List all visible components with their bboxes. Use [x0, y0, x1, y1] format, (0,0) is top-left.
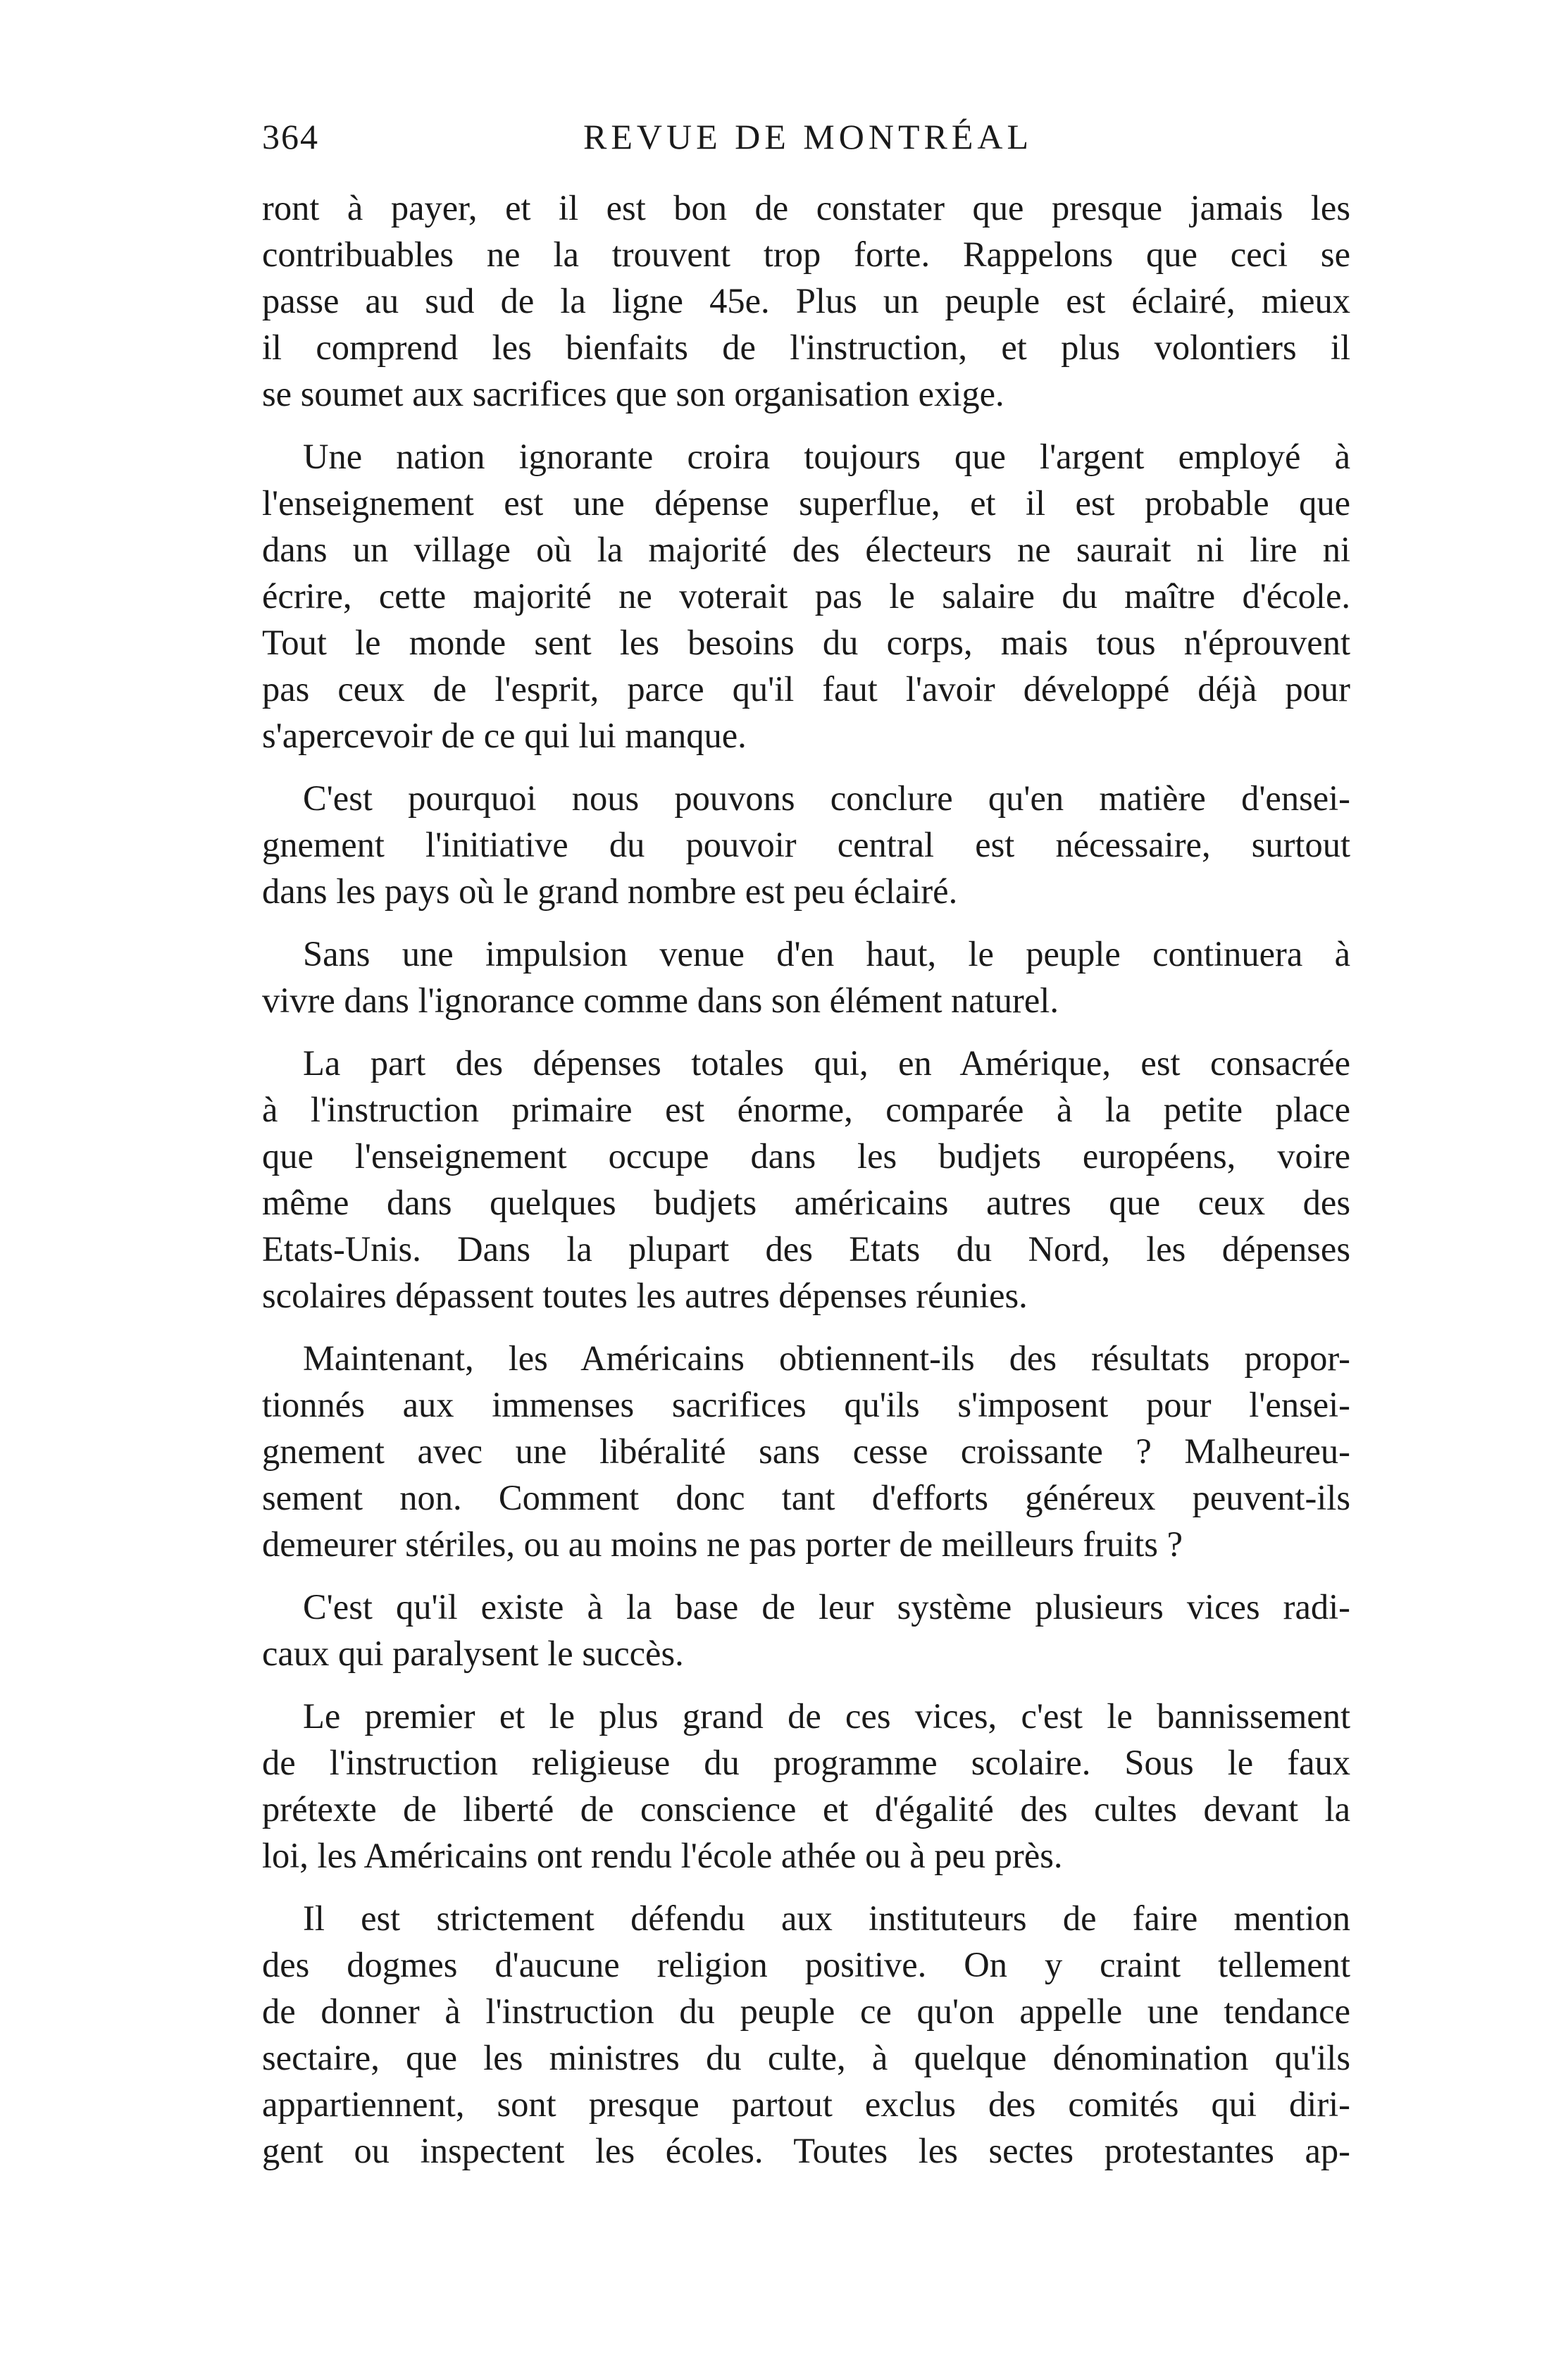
text-line: que l'enseignement occupe dans les budjets européens, voire: [262, 1136, 1350, 1176]
text-line: de l'instruction religieuse du programme scolaire. Sous le faux: [262, 1743, 1350, 1782]
text-line: tionnés aux immenses sacrifices qu'ils s'imposent pour l'ensei-: [262, 1385, 1350, 1424]
text-line: Tout le monde sent les besoins du corps, mais tous n'éprouvent: [262, 623, 1350, 662]
text-line: Etats-Unis. Dans la plupart des Etats du Nord, les dépenses: [262, 1229, 1350, 1269]
running-head: [262, 116, 1354, 180]
text-line: demeurer stériles, ou au moins ne pas porter de meilleurs fruits ?: [262, 1524, 1183, 1564]
text-line: Il est strictement défendu aux instituteurs de faire mention: [303, 1898, 1350, 1938]
text-line: l'enseignement est une dépense superflue, et il est probable que: [262, 483, 1350, 523]
text-line: Le premier et le plus grand de ces vices, c'est le bannissement: [303, 1696, 1350, 1736]
text-line: appartiennent, sont presque partout exclus des comités qui diri-: [262, 2084, 1350, 2124]
paragraph: [262, 775, 1350, 914]
text-line: écrire, cette majorité ne voterait pas le salaire du maître d'école.: [262, 576, 1350, 616]
text-line: gent ou inspectent les écoles. Toutes les sectes protestantes ap-: [262, 2131, 1350, 2170]
text-line: dans un village où la majorité des électeurs ne saurait ni lire ni: [262, 530, 1350, 569]
text-line: ront à payer, et il est bon de constater que presque jamais les: [262, 188, 1350, 228]
page-number: 364: [262, 117, 319, 156]
text-line: de donner à l'instruction du peuple ce qu'on appelle une tendance: [262, 1991, 1350, 2031]
text-line: se soumet aux sacrifices que son organisation exige.: [262, 374, 1004, 414]
text-line: il comprend les bienfaits de l'instruction, et plus volontiers il: [262, 328, 1350, 367]
text-line: des dogmes d'aucune religion positive. On y craint tellement: [262, 1945, 1350, 1984]
text-line: gnement l'initiative du pouvoir central est nécessaire, surtout: [262, 825, 1350, 864]
text-line: s'apercevoir de ce qui lui manque.: [262, 716, 747, 755]
paragraph: [262, 931, 1350, 1024]
text-line: Maintenant, les Américains obtiennent-ils des résultats propor-: [303, 1338, 1350, 1378]
text-line: scolaires dépassent toutes les autres dépenses réunies.: [262, 1276, 1028, 1315]
paragraph: [262, 1693, 1350, 1879]
text-line: dans les pays où le grand nombre est peu éclairé.: [262, 871, 958, 911]
paragraph: [262, 1584, 1350, 1677]
text-line: contribuables ne la trouvent trop forte. Rappelons que ceci se: [262, 235, 1350, 274]
paragraph: [262, 433, 1350, 759]
text-line: passe au sud de la ligne 45e. Plus un peuple est éclairé, mieux: [262, 281, 1350, 321]
text-line: La part des dépenses totales qui, en Amérique, est consacrée: [303, 1043, 1350, 1083]
paragraph: [262, 1040, 1350, 1319]
text-line: même dans quelques budjets américains autres que ceux des: [262, 1183, 1350, 1222]
text-line: C'est pourquoi nous pouvons conclure qu'en matière d'ensei-: [303, 778, 1350, 818]
body-text: [262, 185, 1350, 2263]
text-line: vivre dans l'ignorance comme dans son élément naturel.: [262, 981, 1059, 1020]
text-line: prétexte de liberté de conscience et d'égalité des cultes devant la: [262, 1789, 1350, 1829]
text-line: à l'instruction primaire est énorme, comparée à la petite place: [262, 1090, 1350, 1129]
text-line: loi, les Américains ont rendu l'école athée ou à peu près.: [262, 1836, 1063, 1875]
journal-title: REVUE DE MONTRÉAL: [583, 117, 1033, 156]
text-line: Sans une impulsion venue d'en haut, le peuple continuera à: [303, 934, 1350, 974]
text-line: caux qui paralysent le succès.: [262, 1634, 684, 1673]
text-line: sement non. Comment donc tant d'efforts généreux peuvent-ils: [262, 1478, 1350, 1517]
paragraph: [262, 1895, 1350, 2174]
text-line: sectaire, que les ministres du culte, à quelque dénomination qu'ils: [262, 2038, 1350, 2077]
text-line: Une nation ignorante croira toujours que l'argent employé à: [303, 437, 1350, 476]
text-line: pas ceux de l'esprit, parce qu'il faut l'avoir développé déjà pour: [262, 669, 1350, 709]
text-line: C'est qu'il existe à la base de leur système plusieurs vices radi-: [303, 1587, 1350, 1627]
text-line: gnement avec une libéralité sans cesse croissante ? Malheureu-: [262, 1431, 1350, 1471]
paragraph: [262, 1335, 1350, 1567]
paragraph: [262, 185, 1350, 417]
